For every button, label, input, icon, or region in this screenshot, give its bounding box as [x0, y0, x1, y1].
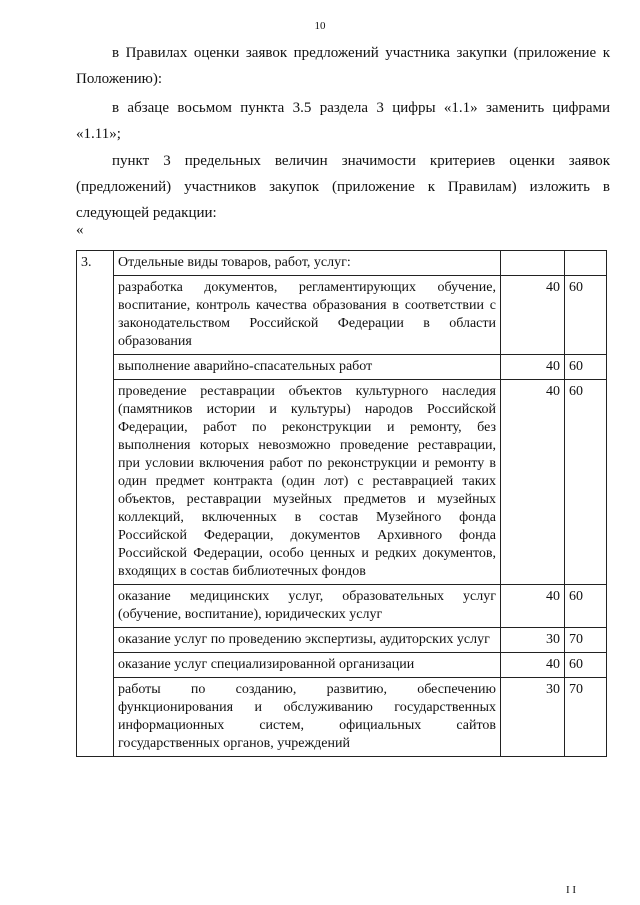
criterion-text-cell: выполнение аварийно-спасательных работ	[114, 355, 501, 380]
table-row	[77, 355, 607, 380]
table-row	[77, 628, 607, 653]
value-a-cell: 40	[501, 355, 565, 380]
value-a-cell: 30	[501, 678, 565, 757]
section-title-cell: Отдельные виды товаров, работ, услуг:	[114, 251, 501, 276]
table-row	[77, 276, 607, 355]
value-a-cell: 40	[501, 380, 565, 585]
table-row	[77, 380, 607, 585]
value-b-cell: 70	[565, 678, 607, 757]
value-b-cell: 60	[565, 653, 607, 678]
criterion-text-cell: работы по созданию, развитию, обеспечению функционирования и обслуживанию государственных информационных систем, официальных сайтов государственных органов, учреждений	[114, 678, 501, 757]
empty-cell	[501, 251, 565, 276]
value-a-cell: 40	[501, 585, 565, 628]
value-b-cell: 60	[565, 355, 607, 380]
criterion-text-cell: разработка документов, регламентирующих обучение, воспитание, контроль качества образования в соответствии с законодательством Российской Федерации в области образования	[114, 276, 501, 355]
paragraph-new-edition: пункт 3 предельных величин значимости критериев оценки заявок (предложений) участников закупок (приложение к Правилам) изложить в следующей редакции:	[76, 153, 610, 221]
section-number-cell: 3.	[77, 251, 114, 757]
paragraph-replace-digits: в абзаце восьмом пункта 3.5 раздела 3 цифры «1.1» заменить цифрами «1.11»;	[76, 100, 610, 142]
criterion-text-cell: оказание услуг по проведению экспертизы, аудиторских услуг	[114, 628, 501, 653]
paragraph-rules-intro: в Правилах оценки заявок предложений участника закупки (приложение к Положению):	[76, 45, 610, 87]
table-row	[77, 585, 607, 628]
empty-cell	[565, 251, 607, 276]
value-b-cell: 60	[565, 380, 607, 585]
criterion-text-cell: проведение реставрации объектов культурного наследия (памятников истории и культуры) народов Российской Федерации, работ по реконструкции и ремонту, без выполнения которых невозможно проведение реставрации, при условии включения работ по реконструкции и ремонту в один предмет контракта (один лот) с реставрацией таких объектов, реставрации музейных предметов и музейных коллекций, включенных в состав Музейного фонда Российской Федерации, документов Архивного фонда Российской Федерации, особо ценных и редких документов, входящих в состав библиотечных фондов	[114, 380, 501, 585]
value-a-cell: 40	[501, 276, 565, 355]
value-b-cell: 60	[565, 585, 607, 628]
table-row-section-header	[77, 251, 607, 276]
value-b-cell: 70	[565, 628, 607, 653]
page-number: 10	[314, 20, 326, 32]
criterion-text-cell: оказание медицинских услуг, образовательных услуг (обучение, воспитание), юридических услуг	[114, 585, 501, 628]
value-a-cell: 40	[501, 653, 565, 678]
table-row	[77, 653, 607, 678]
opening-quote-mark: «	[76, 222, 84, 238]
page-corner-mark: I I	[566, 884, 577, 896]
value-a-cell: 30	[501, 628, 565, 653]
criterion-text-cell: оказание услуг специализированной организации	[114, 653, 501, 678]
table-row	[77, 678, 607, 757]
value-b-cell: 60	[565, 276, 607, 355]
criteria-table	[76, 250, 607, 757]
